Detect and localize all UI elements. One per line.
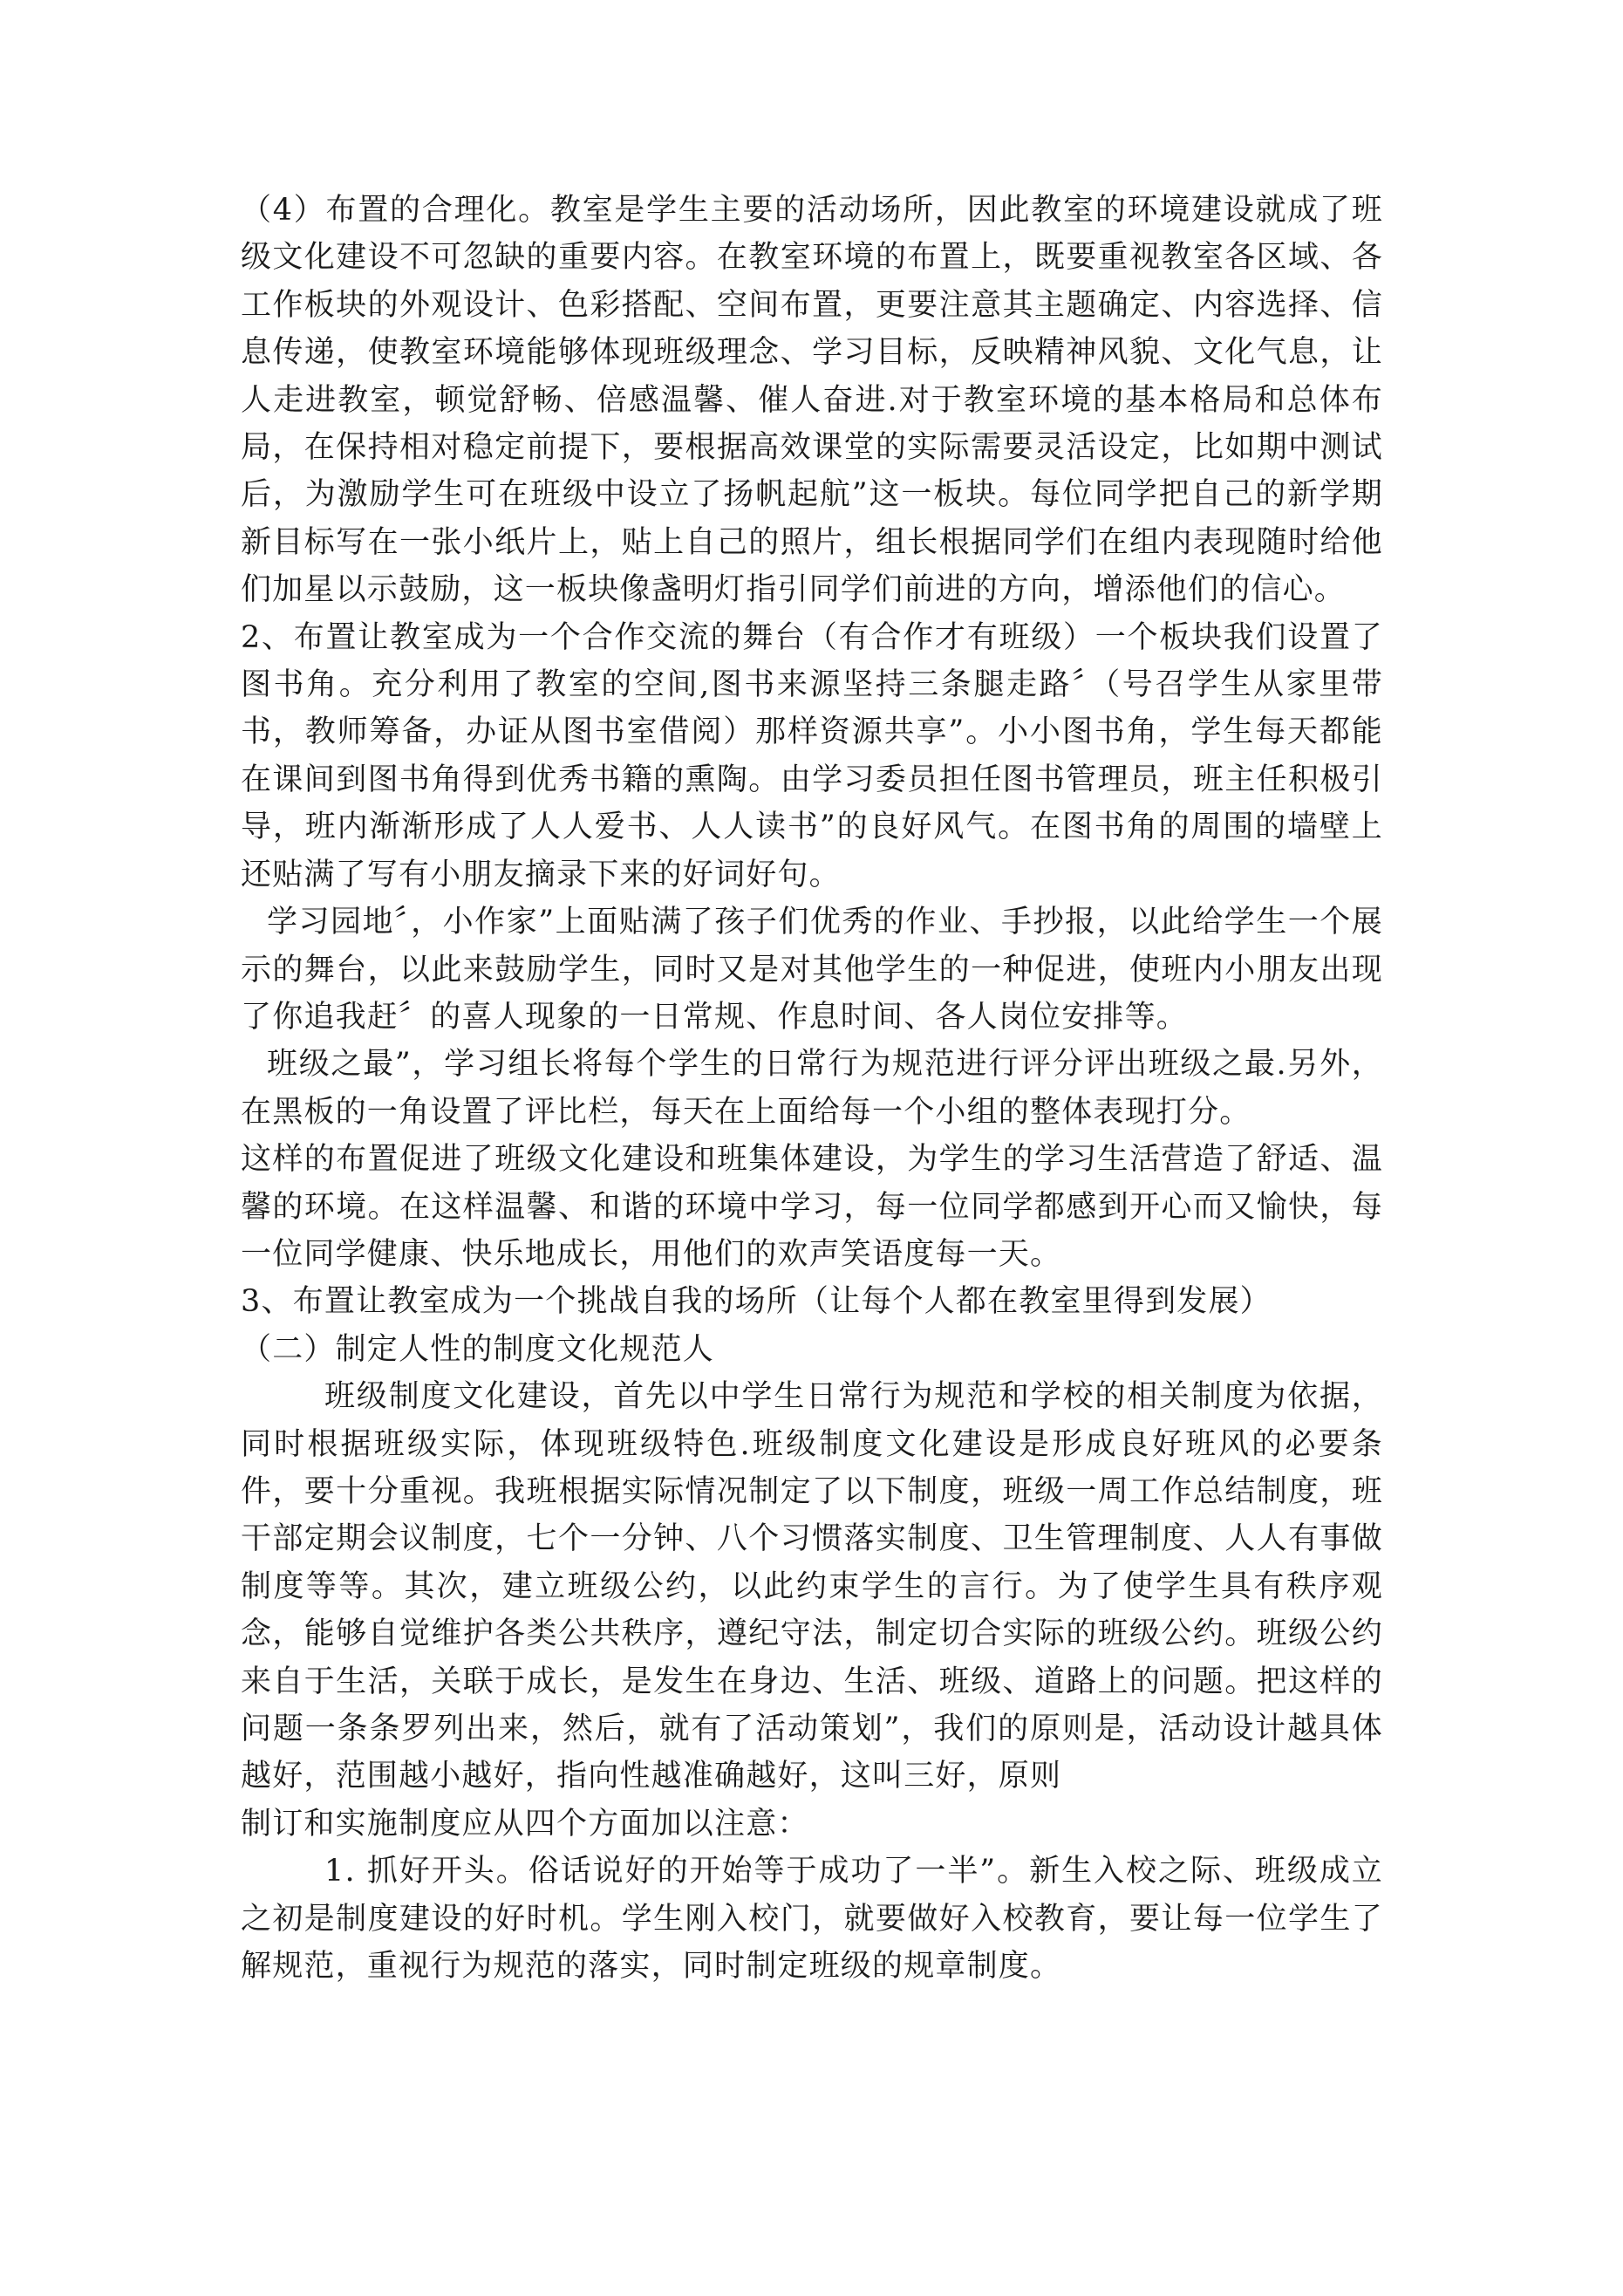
paragraph-layout-summary: 这样的布置促进了班级文化建设和班集体建设，为学生的学习生活营造了舒适、温馨的环境。在这样温馨、和谐的环境中学习，每一位同学都感到开心而又愉快，每一位同学健康、快乐地成长，用他们的欢声笑语度每一天。	[241, 1142, 1383, 1272]
paragraph-reading-corner: 2、布置让教室成为一个合作交流的舞台（有合作才有班级）一个板块我们设置了图书角。充分利用了教室的空间,图书来源坚持三条腿走路〞（号召学生从家里带书，教师筹备，办证从图书室借阅）那样资源共享”。小小图书角，学生每天都能在课间到图书角得到优秀书籍的熏陶。由学习委员担任图书管理员，班主任积极引导，班内渐渐形成了人人爱书、人人读书”的良好风气。在图书角的周围的墙壁上还贴满了写有小朋友摘录下来的好词好句。	[241, 619, 1383, 892]
paragraph-classroom-layout: （4）布置的合理化。教室是学生主要的活动场所，因此教室的环境建设就成了班级文化建设不可忽缺的重要内容。在教室环境的布置上，既要重视教室各区域、各工作板块的外观设计、色彩搭配、空间布置，更要注意其主题确定、内容选择、信息传递，使教室环境能够体现班级理念、学习目标，反映精神风貌、文化气息，让人走进教室，顿觉舒畅、倍感温馨、催人奋进.对于教室环境的基本格局和总体布局，在保持相对稳定前提下，要根据高效课堂的实际需要灵活设定，比如期中测试后，为激励学生可在班级中设立了扬帆起航”这一板块。每位同学把自己的新学期新目标写在一张小纸片上，贴上自己的照片，组长根据同学们在组内表现随时给他们加星以示鼓励，这一板块像盏明灯指引同学们前进的方向，增添他们的信心。	[241, 193, 1383, 608]
paragraph-class-best: 班级之最”，学习组长将每个学生的日常行为规范进行评分评出班级之最.另外，在黑板的一角设置了评比栏，每天在上面给每一个小组的整体表现打分。	[241, 1047, 1383, 1130]
paragraph-system-culture: 班级制度文化建设，首先以中学生日常行为规范和学校的相关制度为依据，同时根据班级实际，体现班级特色.班级制度文化建设是形成良好班风的必要条件，要十分重视。我班根据实际情况制定了以下制度，班级一周工作总结制度，班干部定期会议制度，七个一分钟、八个习惯落实制度、卫生管理制度、人人有事做制度等等。其次，建立班级公约，以此约束学生的言行。为了使学生具有秩序观念，能够自觉维护各类公共秩序，遵纪守法，制定切合实际的班级公约。班级公约来自于生活，关联于成长，是发生在身边、生活、班级、道路上的问题。把这样的问题一条条罗列出来，然后，就有了活动策划”，我们的原则是，活动设计越具体越好，范围越小越好，指向性越准确越好，这叫三好，原则	[241, 1379, 1383, 1794]
paragraph-learning-garden: 学习园地〞，小作家”上面贴满了孩子们优秀的作业、手抄报，以此给学生一个展示的舞台，以此来鼓励学生，同时又是对其他学生的一种促进，使班内小朋友出现了你追我赶〞的喜人现象的一日常规、作息时间、各人岗位安排等。	[241, 905, 1383, 1035]
document-body	[241, 187, 1383, 1990]
section-heading-system-culture: （二）制定人性的制度文化规范人	[241, 1331, 715, 1367]
paragraph-four-aspects: 制订和实施制度应从四个方面加以注意：	[241, 1806, 809, 1842]
paragraph-challenge-place: 3、布置让教室成为一个挑战自我的场所（让每个人都在教室里得到发展）	[241, 1284, 1272, 1320]
list-item-good-start: 1. 抓好开头。俗话说好的开始等于成功了一半”。新生入校之际、班级成立之初是制度建设的好时机。学生刚入校门，就要做好入校教育，要让每一位学生了解规范，重视行为规范的落实，同时制定班级的规章制度。	[241, 1854, 1383, 1985]
